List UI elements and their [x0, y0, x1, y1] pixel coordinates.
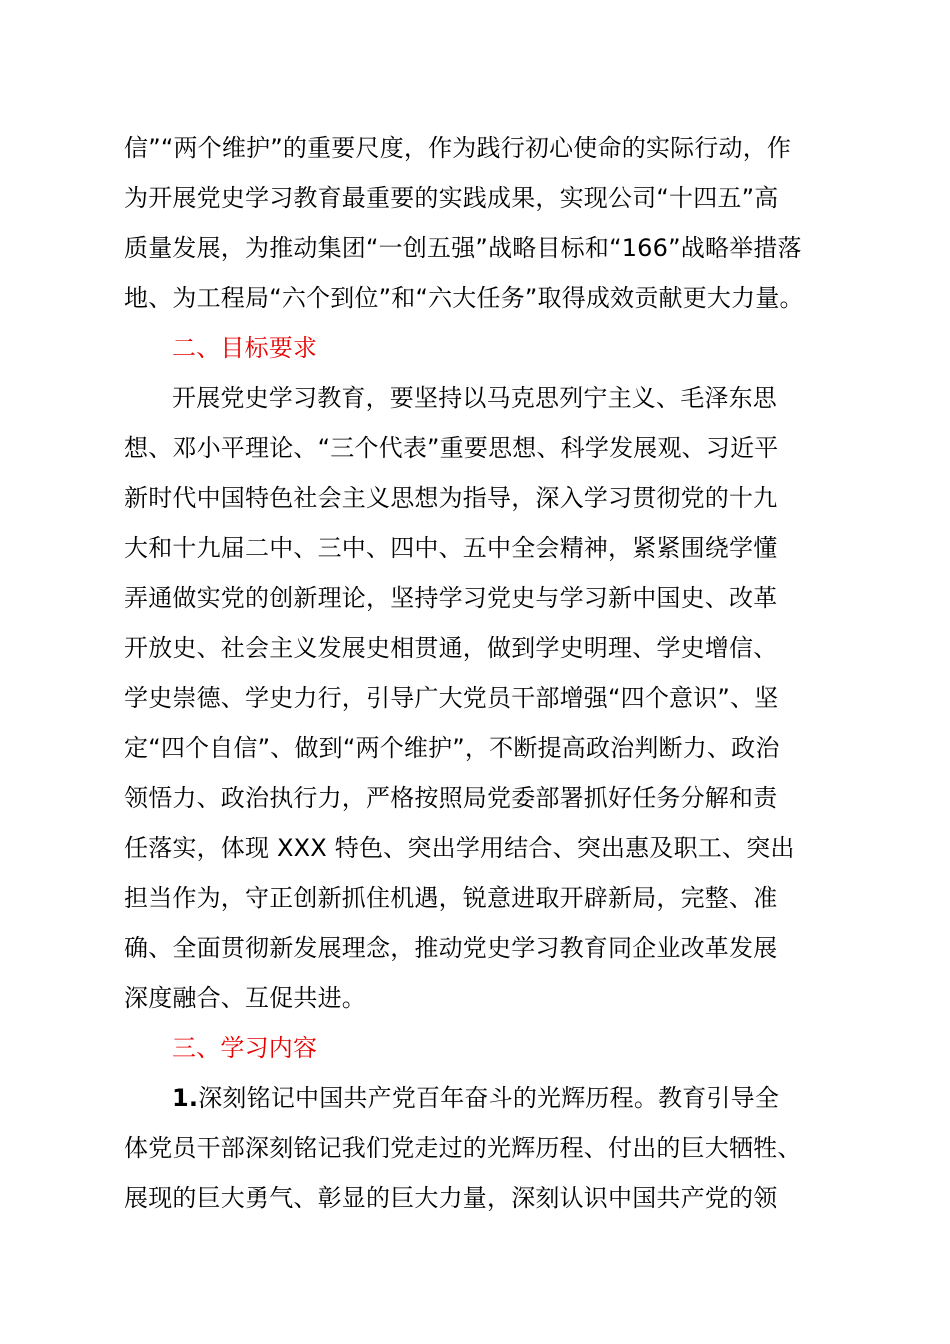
paragraph-line: 定“四个自信”、做到“两个维护”，不断提高政治判断力、政治	[124, 734, 780, 762]
paragraph-line: 新时代中国特色社会主义思想为指导，深入学习贯彻党的十九	[124, 484, 778, 512]
paragraph-line: 任落实，体现 XXX 特色、突出学用结合、突出惠及职工、突出	[124, 834, 795, 862]
paragraph-line: 开放史、社会主义发展史相贯通，做到学史明理、学史增信、	[124, 634, 778, 662]
paragraph-line: 担当作为，守正创新抓住机遇，锐意进取开辟新局，完整、准	[124, 884, 778, 912]
paragraph-line: 确、全面贯彻新发展理念，推动党史学习教育同企业改革发展	[124, 934, 778, 962]
paragraph-line: 领悟力、政治执行力，严格按照局党委部署抓好任务分解和责	[124, 784, 778, 812]
paragraph-line: 体党员干部深刻铭记我们党走过的光辉历程、付出的巨大牺牲、	[124, 1134, 802, 1162]
paragraph-line: 展现的巨大勇气、彰显的巨大力量，深刻认识中国共产党的领	[124, 1184, 778, 1212]
section-heading-goals: 二、目标要求	[172, 334, 318, 362]
paragraph-line: 地、为工程局“六个到位”和“六大任务”取得成效贡献更大力量。	[124, 284, 804, 312]
section-heading-content: 三、学习内容	[172, 1034, 318, 1062]
paragraph-line: 大和十九届二中、三中、四中、五中全会精神，紧紧围绕学懂	[124, 534, 778, 562]
paragraph-line	[172, 1078, 932, 1118]
paragraph-line: 质量发展，为推动集团“一创五强”战略目标和“166”战略举措落	[124, 234, 802, 262]
paragraph-line: 弄通做实党的创新理论，坚持学习党史与学习新中国史、改革	[124, 584, 778, 612]
paragraph-line: 信”“两个维护”的重要尺度，作为践行初心使命的实际行动，作	[124, 134, 792, 162]
paragraph-line: 学史崇德、学史力行，引导广大党员干部增强“四个意识”、坚	[124, 684, 779, 712]
paragraph-line: 深度融合、互促共进。	[124, 984, 366, 1012]
paragraph-line: 为开展党史学习教育最重要的实践成果，实现公司“十四五”高	[124, 184, 779, 212]
paragraph-line: 想、邓小平理论、“三个代表”重要思想、科学发展观、习近平	[124, 434, 779, 462]
paragraph-line: 开展党史学习教育，要坚持以马克思列宁主义、毛泽东思	[172, 384, 777, 412]
item-text: 深刻铭记中国共产党百年奋斗的光辉历程。教育引导全	[198, 1084, 780, 1112]
item-number: 1.	[172, 1084, 199, 1112]
